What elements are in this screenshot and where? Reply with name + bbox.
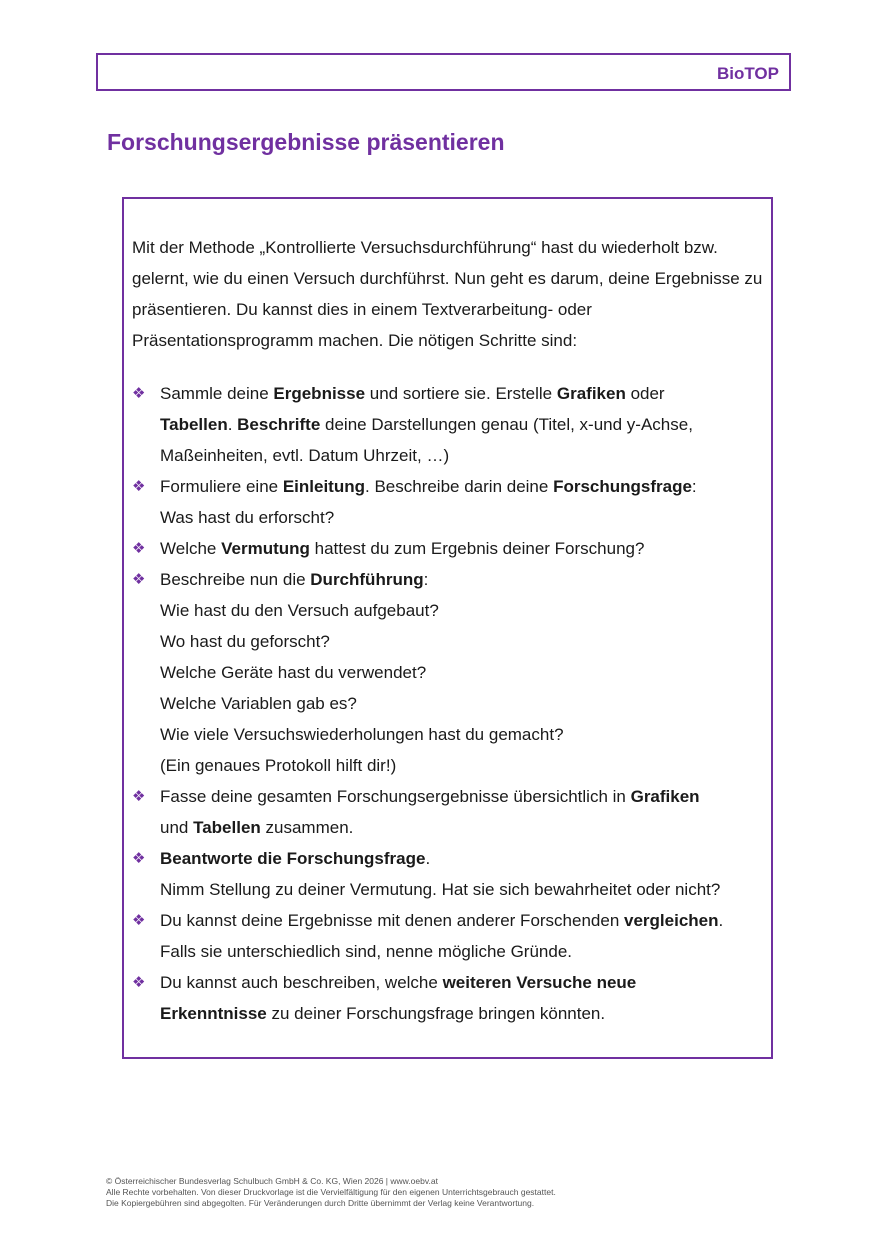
list-item: ❖ Beantworte die Forschungsfrage. Nimm Stellung zu deiner Vermutung. Hat sie sich bewahrheitet oder nicht? <box>132 843 763 905</box>
intro-text: Mit der Methode „Kontrollierte Versuchsdurchführung“ hast du wiederholt bzw. gelernt, wie du einen Versuch durchführst. Nun geht es darum, deine Ergebnisse zu präsentieren. Du kannst dies in einem Textverarbeitung- oder Präsentationsprogramm machen. Die nötigen Schritte sind: <box>132 238 763 350</box>
diamond-flower-icon: ❖ <box>132 850 146 867</box>
list-item: ❖ Du kannst auch beschreiben, welche weiteren Versuche neue Erkenntnisse zu deiner Forschungsfrage bringen könnten. <box>132 967 763 1029</box>
list-item: ❖ Formuliere eine Einleitung. Beschreibe darin deine Forschungsfrage: Was hast du erforscht? <box>132 471 763 533</box>
steps-list <box>132 378 763 1029</box>
list-item: ❖ Sammle deine Ergebnisse und sortiere sie. Erstelle Grafiken oder Tabellen. Beschrifte deine Darstellungen genau (Titel, x-und y-Achse, Maßeinheiten, evtl. Datum Uhrzeit, …) <box>132 378 763 471</box>
header-bar <box>96 53 791 91</box>
footer-copyright: © Österreichischer Bundesverlag Schulbuch GmbH & Co. KG, Wien 2026 | www.oebv.at Alle Rechte vorbehalten. Von dieser Druckvorlage ist die Vervielfältigung für den eigenen Unterrichtsgebrauch gestattet. Die Kopiergebühren sind abgegolten. Für Veränderungen durch Dritte übernimmt der Verlag keine Verantwortung. <box>106 1176 556 1208</box>
diamond-flower-icon: ❖ <box>132 571 146 588</box>
instruction-box <box>122 197 773 1059</box>
diamond-flower-icon: ❖ <box>132 974 146 991</box>
diamond-flower-icon: ❖ <box>132 912 146 929</box>
diamond-flower-icon: ❖ <box>132 788 146 805</box>
diamond-flower-icon: ❖ <box>132 540 146 557</box>
brand-label: BioTOP <box>716 64 779 83</box>
diamond-flower-icon: ❖ <box>132 385 146 402</box>
list-item: ❖ Beschreibe nun die Durchführung: Wie hast du den Versuch aufgebaut? Wo hast du geforscht? Welche Geräte hast du verwendet? Welche Variablen gab es? Wie viele Versuchswiederholungen hast du gemacht? (Ein genaues Protokoll hilft dir!) <box>132 564 763 781</box>
list-item: ❖ Welche Vermutung hattest du zum Ergebnis deiner Forschung? <box>132 533 763 564</box>
diamond-flower-icon: ❖ <box>132 478 146 495</box>
list-item: ❖ Fasse deine gesamten Forschungsergebnisse übersichtlich in Grafiken und Tabellen zusammen. <box>132 781 763 843</box>
page-title: Forschungsergebnisse präsentieren <box>107 129 505 155</box>
list-item: ❖ Du kannst deine Ergebnisse mit denen anderer Forschenden vergleichen. Falls sie unterschiedlich sind, nenne mögliche Gründe. <box>132 905 763 967</box>
